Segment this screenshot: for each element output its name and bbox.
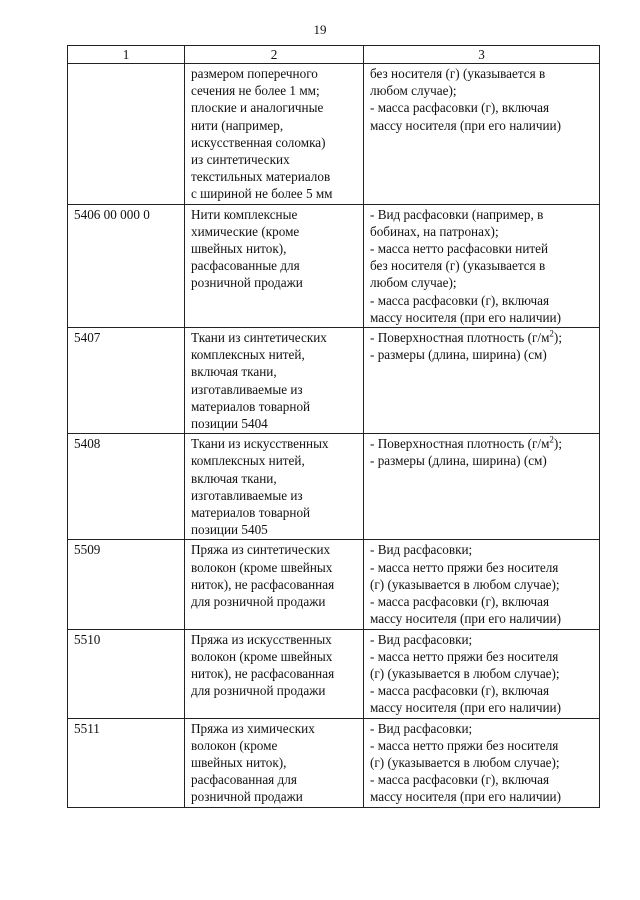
tnved-code: 5509 <box>74 542 101 558</box>
goods-description-cell <box>185 328 364 434</box>
required-info-line: массу носителя (при его наличии) <box>370 700 562 716</box>
goods-description-line: включая ткани, <box>191 470 277 486</box>
goods-description-line: комплексных нитей, <box>191 347 305 363</box>
required-info-line: - Поверхностная плотность $(г/м^2)$; <box>370 434 562 452</box>
required-info-line: любом случае); <box>370 275 457 291</box>
goods-description-line: для розничной продажи <box>191 683 326 699</box>
required-info-line: (г) (указывается в любом случае); <box>370 754 560 770</box>
required-info-line: - масса расфасовки (г), включая <box>370 772 550 788</box>
goods-description-cell <box>185 540 364 629</box>
goods-description-line: изготавливаемые из <box>191 381 303 397</box>
tnved-code-cell <box>68 204 185 327</box>
goods-description-line: швейных ниток), <box>191 754 287 770</box>
unit-superscript: 2 <box>549 434 554 445</box>
required-info-line: (г) (указывается в любом случае); <box>370 665 560 681</box>
goods-description-line: позиции 5405 <box>191 522 268 538</box>
tnved-code-cell <box>68 540 185 629</box>
required-info-line: - Вид расфасовки; <box>370 720 473 736</box>
column-header-2: 2 <box>185 46 364 64</box>
goods-description-line: ниток), не расфасованная <box>191 576 335 592</box>
goods-description-line: текстильных материалов <box>191 169 331 185</box>
goods-description-line: для розничной продажи <box>191 594 326 610</box>
required-info-line: любом случае); <box>370 83 457 99</box>
goods-description-line: волокон (кроме <box>191 737 278 753</box>
tnved-code: 5408 <box>74 436 101 452</box>
required-info-line: - Вид расфасовки; <box>370 631 473 647</box>
goods-description-line: Ткани из искусственных <box>191 436 329 452</box>
required-info-line: - масса расфасовки (г), включая <box>370 292 550 308</box>
required-info-line: массу носителя (при его наличии) <box>370 789 562 805</box>
goods-description-cell <box>185 718 364 807</box>
tnved-code-cell <box>68 434 185 540</box>
goods-description-line: плоские и аналогичные <box>191 100 324 116</box>
required-info-cell <box>364 718 600 807</box>
tnved-code-cell <box>68 629 185 718</box>
table-row <box>68 629 600 718</box>
goods-description-cell <box>185 629 364 718</box>
required-info-line: - размеры (длина, ширина) (см) <box>370 347 547 363</box>
goods-description-line: из синтетических <box>191 152 290 168</box>
goods-description-line: изготавливаемые из <box>191 487 303 503</box>
table-body <box>68 64 600 808</box>
goods-description-line: расфасованная для <box>191 772 297 788</box>
goods-description-line: материалов товарной <box>191 505 311 521</box>
required-info-line: массу носителя (при его наличии) <box>370 309 562 325</box>
goods-description-line: Пряжа из синтетических <box>191 542 331 558</box>
required-info-line: - масса расфасовки (г), включая <box>370 683 550 699</box>
table-row <box>68 718 600 807</box>
required-info-line: - масса нетто пряжи без носителя <box>370 559 559 575</box>
goods-description-line: комплексных нитей, <box>191 453 305 469</box>
required-info-line: - масса нетто пряжи без носителя <box>370 737 559 753</box>
tnved-code: 5510 <box>74 631 101 647</box>
table-row <box>68 328 600 434</box>
required-info-line: массу носителя (при его наличии) <box>370 117 562 133</box>
required-info-line: - масса расфасовки (г), включая <box>370 100 550 116</box>
goods-description-cell <box>185 434 364 540</box>
goods-description-line: Нити комплексные <box>191 206 298 222</box>
required-info-line: - масса нетто пряжи без носителя <box>370 648 559 664</box>
column-header-3: 3 <box>364 46 600 64</box>
required-info-line: - размеры (длина, ширина) (см) <box>370 453 547 469</box>
goods-description-line: позиции 5404 <box>191 416 268 432</box>
table-row <box>68 434 600 540</box>
goods-description-line: Ткани из синтетических <box>191 330 327 346</box>
tnved-code: 5407 <box>74 330 101 346</box>
required-info-line: (г) (указывается в любом случае); <box>370 576 560 592</box>
goods-description-line: с шириной не более 5 мм <box>191 186 333 202</box>
goods-description-line: розничной продажи <box>191 275 303 291</box>
goods-description-line: Пряжа из химических <box>191 720 315 736</box>
required-info-line: бобинах, на патронах); <box>370 223 499 239</box>
tnved-code: 5406 00 000 0 <box>74 206 150 222</box>
goods-description-line: расфасованные для <box>191 258 300 274</box>
tnved-code-cell <box>68 328 185 434</box>
required-info-line: массу носителя (при его наличии) <box>370 611 562 627</box>
required-info-line: - масса нетто расфасовки нитей <box>370 241 549 257</box>
required-info-cell <box>364 64 600 205</box>
goods-description-line: розничной продажи <box>191 789 303 805</box>
required-info-line: - Вид расфасовки; <box>370 542 473 558</box>
tnved-code-cell <box>68 718 185 807</box>
goods-description-line: Пряжа из искусственных <box>191 631 332 647</box>
required-info-line: без носителя (г) (указывается в <box>370 66 546 81</box>
goods-description-line: волокон (кроме швейных <box>191 559 333 575</box>
required-info-line: - Поверхностная плотность $(г/м^2)$; <box>370 328 562 346</box>
goods-description-line: искусственная соломка) <box>191 134 326 150</box>
table-row <box>68 540 600 629</box>
table-row <box>68 204 600 327</box>
required-info-cell <box>364 204 600 327</box>
specification-table <box>67 45 600 808</box>
table-row <box>68 64 600 205</box>
goods-description-line: размером поперечного <box>191 66 318 81</box>
goods-description-cell <box>185 204 364 327</box>
goods-description-cell <box>185 64 364 205</box>
goods-description-line: химические (кроме <box>191 223 300 239</box>
unit-superscript: 2 <box>549 328 554 339</box>
goods-description-line: ниток), не расфасованная <box>191 665 335 681</box>
goods-description-line: нити (например, <box>191 117 284 133</box>
required-info-cell <box>364 328 600 434</box>
goods-description-line: материалов товарной <box>191 398 311 414</box>
table-header-row <box>68 46 600 64</box>
required-info-line: - масса расфасовки (г), включая <box>370 594 550 610</box>
required-info-line: без носителя (г) (указывается в <box>370 258 546 274</box>
goods-description-line: сечения не более 1 мм; <box>191 83 320 99</box>
goods-description-line: швейных ниток), <box>191 241 287 257</box>
goods-description-line: волокон (кроме швейных <box>191 648 333 664</box>
goods-description-line: включая ткани, <box>191 364 277 380</box>
column-header-1: 1 <box>68 46 185 64</box>
tnved-code: 5511 <box>74 720 100 736</box>
required-info-line: - Вид расфасовки (например, в <box>370 206 544 222</box>
required-info-cell <box>364 540 600 629</box>
page-number: 19 <box>313 22 327 37</box>
required-info-cell <box>364 629 600 718</box>
tnved-code-cell <box>68 64 185 205</box>
required-info-cell <box>364 434 600 540</box>
